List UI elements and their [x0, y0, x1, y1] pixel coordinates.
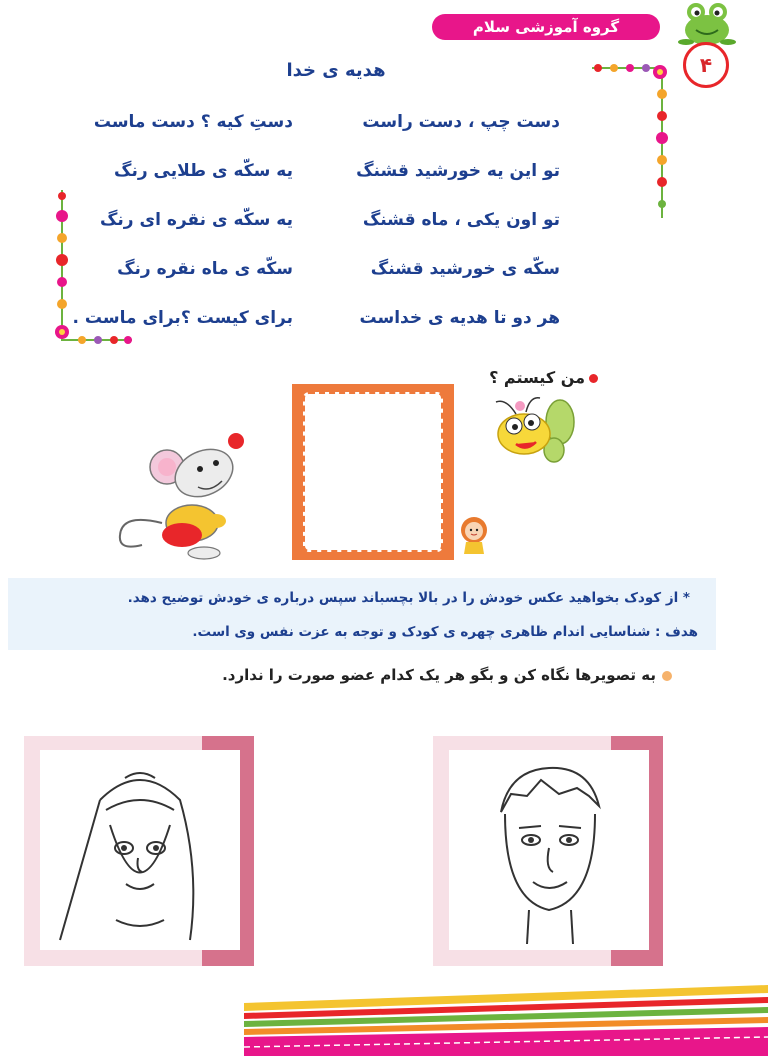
verse-2-right: تو این یه خورشید قشنگ [356, 161, 560, 181]
verse-5-left: برای کیست ؟برای ماست . [72, 308, 293, 328]
girl-face-drawing [40, 750, 240, 950]
verse-4-right: سکّه ی خورشید قشنگ [370, 259, 560, 279]
verse-3-left: یه سکّه ی نقره ای رنگ [100, 210, 293, 230]
teacher-goal: هدف : شناسایی اندام ظاهری چهره ی کودک و توجه به عزت نفس وی است. [192, 624, 698, 640]
verse-5-right: هر دو تا هدیه ی خداست [359, 308, 560, 328]
verse-1-left: دستِ کیه ؟ دست ماست [93, 112, 293, 132]
task-instruction [222, 666, 672, 684]
group-name-banner: گروه آموزشی سلام [432, 14, 660, 40]
floral-border-top-right [588, 60, 672, 222]
frog-icon [676, 0, 738, 48]
butterfly-illustration [486, 394, 580, 468]
teacher-instruction: * از کودک بخواهید عکس خودش را در بالا بچسباند سپس درباره ی خودش توضیح دهد. [127, 590, 690, 606]
mouse-illustration [112, 425, 254, 563]
verse-1-right: دست چپ ، دست راست [362, 112, 560, 132]
section-question-text: من کیستم ؟ [489, 368, 585, 387]
bullet-icon [662, 671, 672, 681]
section-question [489, 368, 598, 387]
poem-title: هدیه ی خدا [286, 60, 386, 81]
photo-placeholder [303, 392, 443, 552]
decorative-stripes [244, 985, 768, 1056]
page-number: ۴ [683, 42, 729, 88]
boy-face-drawing [449, 750, 649, 950]
verse-3-right: تو اون یکی ، ماه قشنگ [362, 210, 560, 230]
verse-4-left: سکّه ی ماه نقره رنگ [117, 259, 293, 279]
task-instruction-text: به تصویرها نگاه کن و بگو هر یک کدام عضو صورت را ندارد. [222, 666, 656, 684]
girl-doll-illustration [456, 516, 492, 556]
verse-2-left: یه سکّه ی طلایی رنگ [114, 161, 293, 181]
bullet-icon [589, 374, 598, 383]
